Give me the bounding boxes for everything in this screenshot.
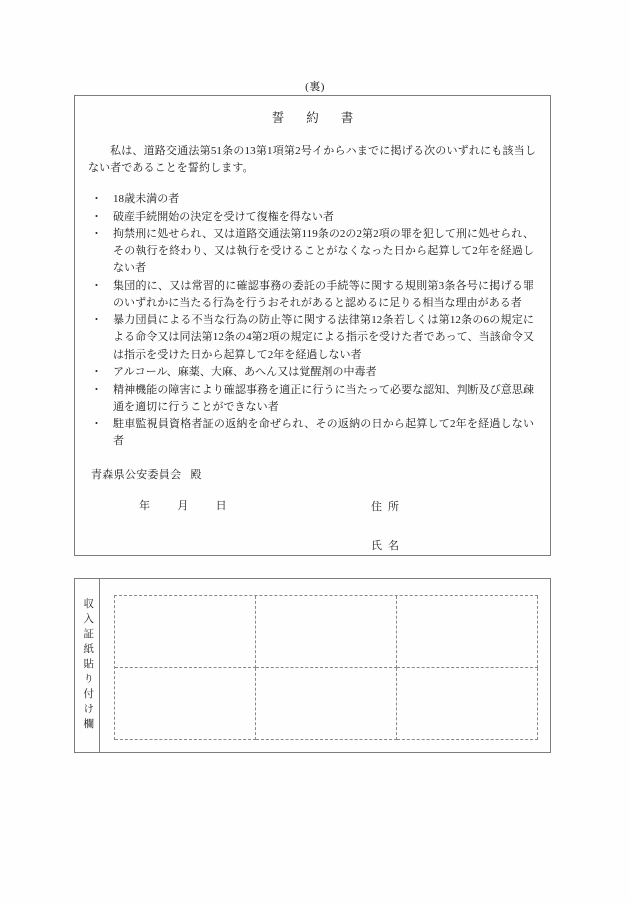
pledge-form-box [74, 95, 551, 556]
date-year-label: 年 [139, 500, 151, 513]
revenue-stamp-box [74, 578, 551, 753]
bullet-icon: ・ [91, 418, 103, 431]
list-item-text: 拘禁刑に処せられ、又は道路交通法第119条の2の2第2項の罪を犯して刑に処せられ、その執行を終わり、又は執行を受けることがなくなった日から起算して2年を経過しない者 [113, 228, 534, 275]
stamp-cell[interactable] [397, 596, 538, 668]
disqualification-list [91, 191, 534, 450]
signature-block [371, 498, 405, 576]
list-item-text: 集団的に、又は常習的に確認事務の委託の手続等に関する規則第3条各号に掲げる罪のいずれかに当たる行為を行うおそれがあると認めるに足りる相当な理由がある者 [113, 279, 534, 309]
list-item-text: アルコール、麻薬、大麻、あへん又は覚醒剤の中毒者 [113, 366, 377, 379]
list-item [91, 191, 534, 208]
list-item-text: 精神機能の障害により確認事務を適正に行うに当たって必要な認知、判断及び意思疎通を適切に行うことができない者 [113, 383, 534, 413]
address-field-label[interactable]: 住所 [371, 501, 405, 513]
stamp-cell[interactable] [256, 668, 397, 740]
stamp-cell[interactable] [256, 596, 397, 668]
stamp-cell[interactable] [115, 668, 256, 740]
list-item [91, 364, 534, 381]
revenue-stamp-label: 収入証紙貼り付け欄 [82, 598, 94, 733]
list-item [91, 312, 534, 363]
revenue-stamp-grid [114, 595, 538, 740]
bullet-icon: ・ [91, 193, 103, 206]
bullet-icon: ・ [91, 366, 103, 379]
addressee-honorific: 殿 [190, 469, 202, 482]
list-item [91, 209, 534, 226]
bullet-icon: ・ [91, 228, 103, 241]
list-item [91, 382, 534, 416]
bullet-icon: ・ [91, 210, 103, 223]
list-item-text: 18歳未満の者 [113, 193, 180, 206]
list-item [91, 226, 534, 277]
revenue-stamp-label-cell [75, 579, 100, 752]
name-field-label[interactable]: 氏名 [371, 540, 405, 552]
date-day-label: 日 [215, 500, 227, 513]
stamp-cell[interactable] [115, 596, 256, 668]
bullet-icon: ・ [91, 383, 103, 396]
bullet-icon: ・ [91, 279, 103, 292]
list-item [91, 278, 534, 312]
list-item-text: 駐車監視員資格者証の返納を命ぜられ、その返納の日から起算して2年を経過しない者 [113, 418, 534, 448]
list-item [91, 416, 534, 450]
pledge-title: 誓約書 [271, 111, 376, 125]
revenue-stamp-grid-area [100, 579, 550, 752]
date-entry-line[interactable] [91, 497, 550, 513]
pledge-intro-paragraph: 私は、道路交通法第51条の13第1項第2号イからハまでに掲げる次のいずれにも該当しない者であることを誓約します。 [88, 145, 536, 175]
page-side-mark: (裏) [305, 81, 325, 93]
bullet-icon: ・ [91, 314, 103, 327]
list-item-text: 破産手続開始の決定を受けて復権を得ない者 [113, 210, 334, 223]
date-month-label: 月 [177, 500, 189, 513]
list-item-text: 暴力団員による不当な行為の防止等に関する法律第12条若しくは第12条の6の規定による命令又は同法第12条の4第2項の規定による指示を受けた者であって、当該命令又は指示を受けた日から起算して2年を経過しない者 [113, 314, 534, 361]
addressee-name: 青森県公安委員会 [91, 469, 182, 482]
stamp-cell[interactable] [397, 668, 538, 740]
addressee-line [91, 466, 550, 482]
